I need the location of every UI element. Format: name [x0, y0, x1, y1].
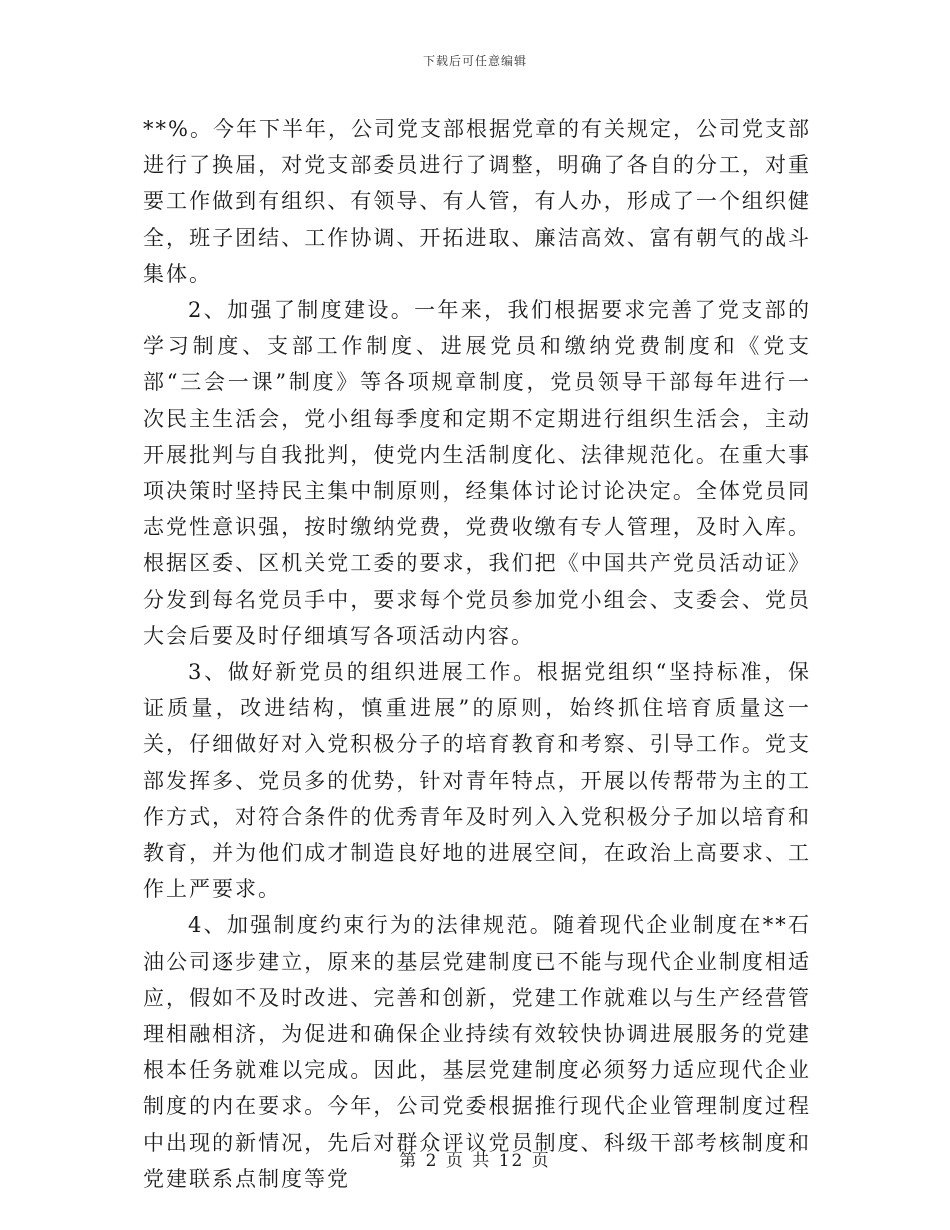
paragraph-4: 4、加强制度约束行为的法律规范。随着现代企业制度在**石油公司逐步建立，原来的基层党建制度已不能与现代企业制度相适应，假如不及时改进、完善和创新，党建工作就难以与生产经营管理相融相济，为促进和确保企业持续有效较快协调进展服务的党建根本任务就难以完成。因此，基层党建制度必须努力适应现代企业制度的内在要求。今年，公司党委根据推行现代企业管理制度过程中出现的新情况，先后对群众评议党员制度、科级干部考核制度和党建联系点制度等党	[143, 913, 811, 1191]
paragraph-continuation: **%。今年下半年，公司党支部根据党章的有关规定，公司党支部进行了换届，对党支部委员进行了调整，明确了各自的分工，对重要工作做到有组织、有领导、有人管，有人办，形成了一个组织健全，班子团结、工作协调、开拓进取、廉洁高效、富有朝气的战斗集体。	[143, 117, 811, 286]
paragraph-3: 3、做好新党员的组织进展工作。根据党组织“坚持标准，保证质量，改进结构，慎重进展”的原则，始终抓住培育质量这一关，仔细做好对入党积极分子的培育教育和考察、引导工作。党支部发挥多、党员多的优势，针对青年特点，开展以传帮带为主的工作方式，对符合条件的优秀青年及时列入入党积极分子加以培育和教育，并为他们成才制造良好地的进展空间，在政治上高要求、工作上严要求。	[143, 660, 811, 902]
document-body	[143, 111, 811, 1197]
paragraph-2: 2、加强了制度建设。一年来，我们根据要求完善了党支部的学习制度、支部工作制度、进展党员和缴纳党费制度和《党支部“三会一课”制度》等各项规章制度，党员领导干部每年进行一次民主生活会，党小组每季度和定期不定期进行组织生活会，主动开展批判与自我批判，使党内生活制度化、法律规范化。在重大事项决策时坚持民主集中制原则，经集体讨论讨论决定。全体党员同志党性意识强，按时缴纳党费，党费收缴有专人管理，及时入库。根据区委、区机关党工委的要求，我们把《中国共产党员活动证》分发到每名党员手中，要求每个党员参加党小组会、支委会、党员大会后要及时仔细填写各项活动内容。	[143, 298, 811, 648]
page-number-footer: 第 2 页 共 12 页	[399, 1151, 551, 1171]
page-header: 下载后可任意编辑	[422, 54, 527, 68]
